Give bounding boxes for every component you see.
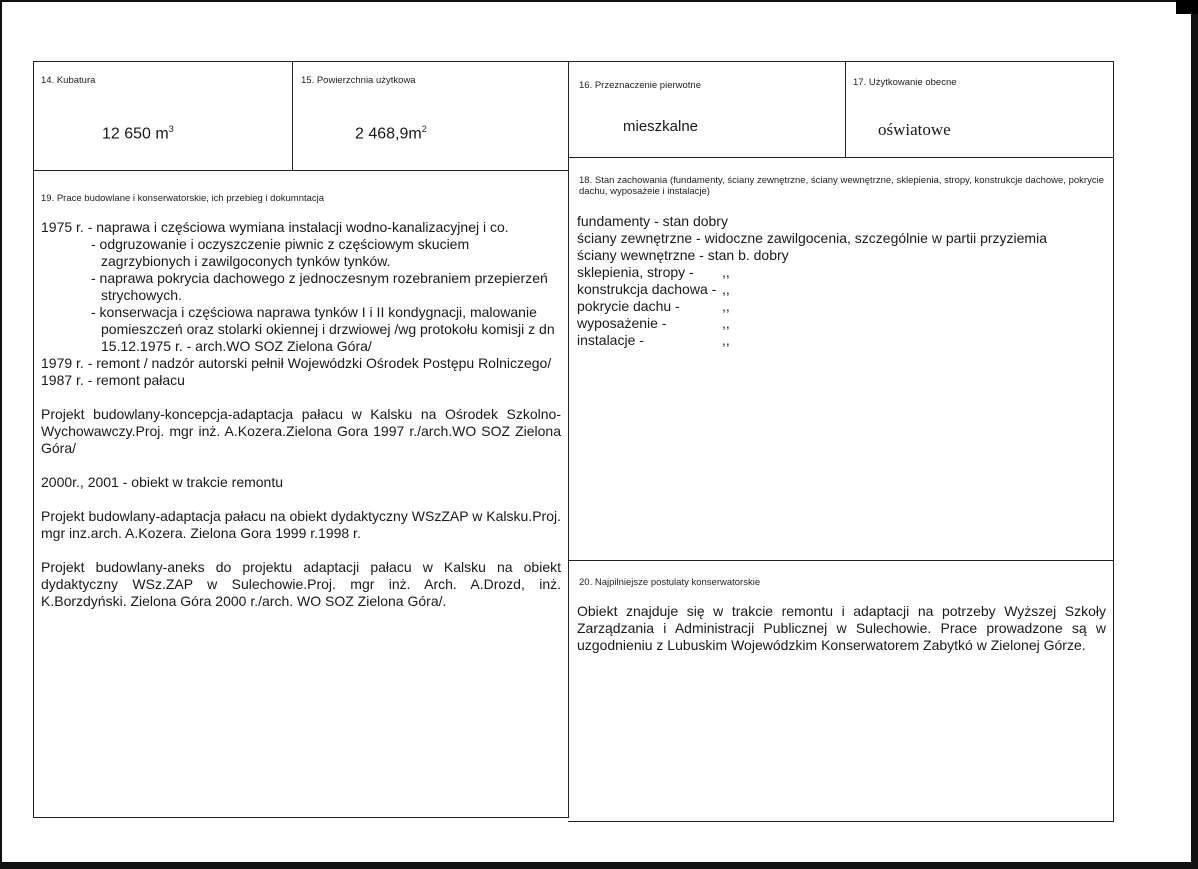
condition-line: fundamenty - stan dobry (577, 213, 728, 229)
scan-border-left (0, 0, 2, 869)
history-line: 1979 r. - remont / nadzór autorski pełnił Wojewódzki Ośrodek Postępu Rolniczego/ (41, 355, 552, 371)
condition-line: instalacje - ,, (577, 332, 730, 348)
history-line: 1987 r. - remont pałacu (41, 372, 185, 388)
history-line: strychowych. (101, 287, 182, 303)
history-line: 15.12.1975 r. - arch.WO SOZ Zielona Góra/ (101, 338, 372, 354)
history-line: pomieszczeń oraz stolarki okiennej i drzwiowej /wg protokołu komisji z dn (101, 321, 555, 337)
prace-label: 19. Prace budowlane i konserwatorskie, ich przebieg i dokumntacja (41, 193, 325, 204)
uzytkowanie-value: oświatowe (878, 120, 951, 139)
przeznaczenie-value: mieszkalne (623, 118, 699, 135)
history-line: - konserwacja i częściowa naprawa tynków I i II kondygnacji, malowanie (91, 304, 537, 320)
condition-line: konstrukcja dachowa - ,, (577, 281, 730, 297)
przeznaczenie-label: 16. Przeznaczenie pierwotne (579, 80, 701, 91)
scan-border-top (0, 0, 1198, 2)
project-entry: Projekt budowlany-koncepcja-adaptacja pałacu w Kalsku na Ośrodek Szkolno-Wychowawczy.Proj. mgr inż. A.Kozera.Zielona Gora 1997 r./arch.WO SOZ Zielona Góra/ (41, 406, 561, 456)
scan-border-bottom (0, 862, 1198, 869)
condition-line: pokrycie dachu - ,, (577, 298, 730, 314)
condition-line: ściany wewnętrzne - stan b. dobry (577, 247, 789, 263)
history-line: - odgruzowanie i oczyszczenie piwnic z częściowym skuciem (91, 236, 470, 252)
history-line: zagrzybionych i zawilgoconych tynków tynków. (101, 253, 391, 269)
kubatura-value: 12 650 $m^3$ (102, 124, 174, 143)
uzytkowanie-label: 17. Użytkowanie obecne (853, 77, 957, 88)
prace-text (41, 219, 561, 610)
scan-corner-mark (1176, 0, 1198, 14)
stan-zachowania-list (577, 213, 1107, 349)
powierzchnia-label: 15. Powierzchnia użytkowa (301, 75, 416, 86)
powierzchnia-value: 2 $468,9m^2$ (355, 124, 427, 143)
kubatura-label: 14. Kubatura (41, 75, 96, 86)
history-line: 1975 r. - naprawa i częściowa wymiana instalacji wodno-kanalizacyjnej i co. (41, 219, 509, 235)
project-entry: Projekt budowlany-aneks do projektu adaptacji pałacu w Kalsku na obiekt dydaktyczny WSz.ZAP w Sulechowie.Proj. mgr inż. Arch. A.Drozd, inż. K.Borzdyński. Zielona Góra 2000 r./arch. WO SOZ Zielona Góra/. (41, 559, 561, 609)
history-line: 2000r., 2001 - obiekt w trakcie remontu (41, 474, 284, 490)
postulaty-text: Obiekt znajduje się w trakcie remontu i adaptacji na potrzeby Wyższej Szkoły Zarządzania i Administracji Publicznej w Sulechowie. Prace prowadzone są w uzgodnieniu z Lubuskim Wojewódzkim Konserwatorem Zabytkó w Zielonej Górze. (577, 603, 1106, 653)
condition-line: wyposażenie - ,, (577, 315, 730, 331)
postulaty-label: 20. Najpilniejsze postulaty konserwatorskie (579, 577, 761, 588)
scan-border-right (1191, 0, 1198, 869)
condition-line: ściany zewnętrzne - widoczne zawilgocenia, szczególnie w partii przyziemia (577, 230, 1047, 246)
stan-zachowania-label: 18. Stan zachowania (fundamenty, ściany zewnętrzne, ściany wewnętrzne, sklepienia, stropy, konstrukcje dachowe, pokrycie dachu, wyposażeie i instalacje) (579, 175, 1104, 197)
condition-line: sklepienia, stropy - ,, (577, 264, 730, 280)
project-entry: Projekt budowlany-adaptacja pałacu na obiekt dydaktyczny WSzZAP w Kalsku.Proj. mgr inz.arch. A.Kozera. Zielona Gora 1999 r.1998 r. (41, 508, 561, 541)
history-line: - naprawa pokrycia dachowego z jednoczesnym rozebraniem przepierzeń (91, 270, 548, 286)
